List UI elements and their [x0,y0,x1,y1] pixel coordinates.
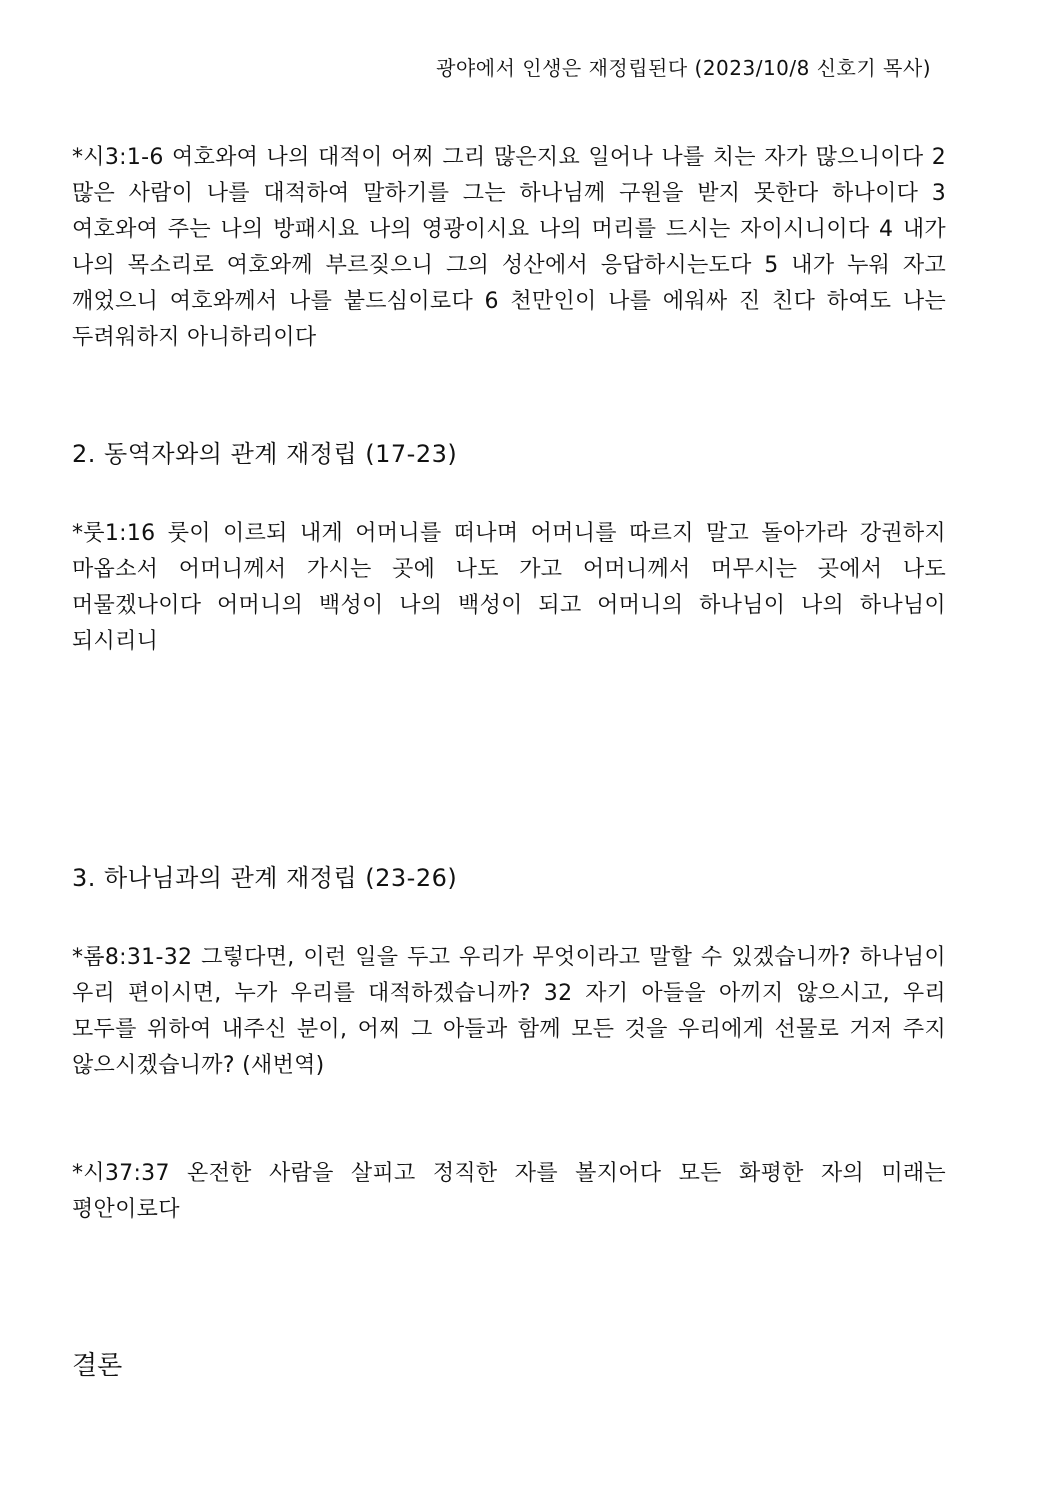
romans-8-31-passage: *롬8:31-32 그렇다면, 이런 일을 두고 우리가 무엇이라고 말할 수 있겠습니까? 하나님이 우리 편이시면, 누가 우리를 대적하겠습니까? 32 자기 아들을 아끼지 않으시고, 우리 모두를 위하여 내주신 분이, 어찌 그 아들과 함께 모든 것을 우리에게 선물로 거저 주지 않으시겠습니까? (새번역) [72,945,946,1078]
conclusion-heading: 결론 [72,1351,123,1381]
ruth-1-16-passage: *룻1:16 룻이 이르되 내게 어머니를 떠나며 어머니를 따르지 말고 돌아가라 강권하지 마옵소서 어머니께서 가시는 곳에 나도 가고 어머니께서 머무시는 곳에서 나도 머물겠나이다 어머니의 백성이 나의 백성이 되고 어머니의 하나님이 나의 하나님이 되시리니 [72,521,946,654]
section-3-heading: 3. 하나님과의 관계 재정립 (23-26) [72,864,458,892]
sermon-title-header: 광야에서 인생은 재정립된다 (2023/10/8 신호기 목사) [436,56,931,80]
psalm-37-37-passage: *시37:37 온전한 사람을 살피고 정직한 자를 볼지어다 모든 화평한 자의 미래는 평안이로다 [72,1161,946,1222]
psalm-3-passage: *시3:1-6 여호와여 나의 대적이 어찌 그리 많은지요 일어나 나를 치는 자가 많으니이다 2 많은 사람이 나를 대적하여 말하기를 그는 하나님께 구원을 받지 못한다 하나이다 3 여호와여 주는 나의 방패시요 나의 영광이시요 나의 머리를 드시는 자이시니이다 4 내가 나의 목소리로 여호와께 부르짖으니 그의 성산에서 응답하시는도다 5 내가 누워 자고 깨었으니 여호와께서 나를 붙드심이로다 6 천만인이 나를 에워싸 진 친다 하여도 나는 두려워하지 아니하리이다 [72,145,946,350]
section-2-heading: 2. 동역자와의 관계 재정립 (17-23) [72,440,458,468]
